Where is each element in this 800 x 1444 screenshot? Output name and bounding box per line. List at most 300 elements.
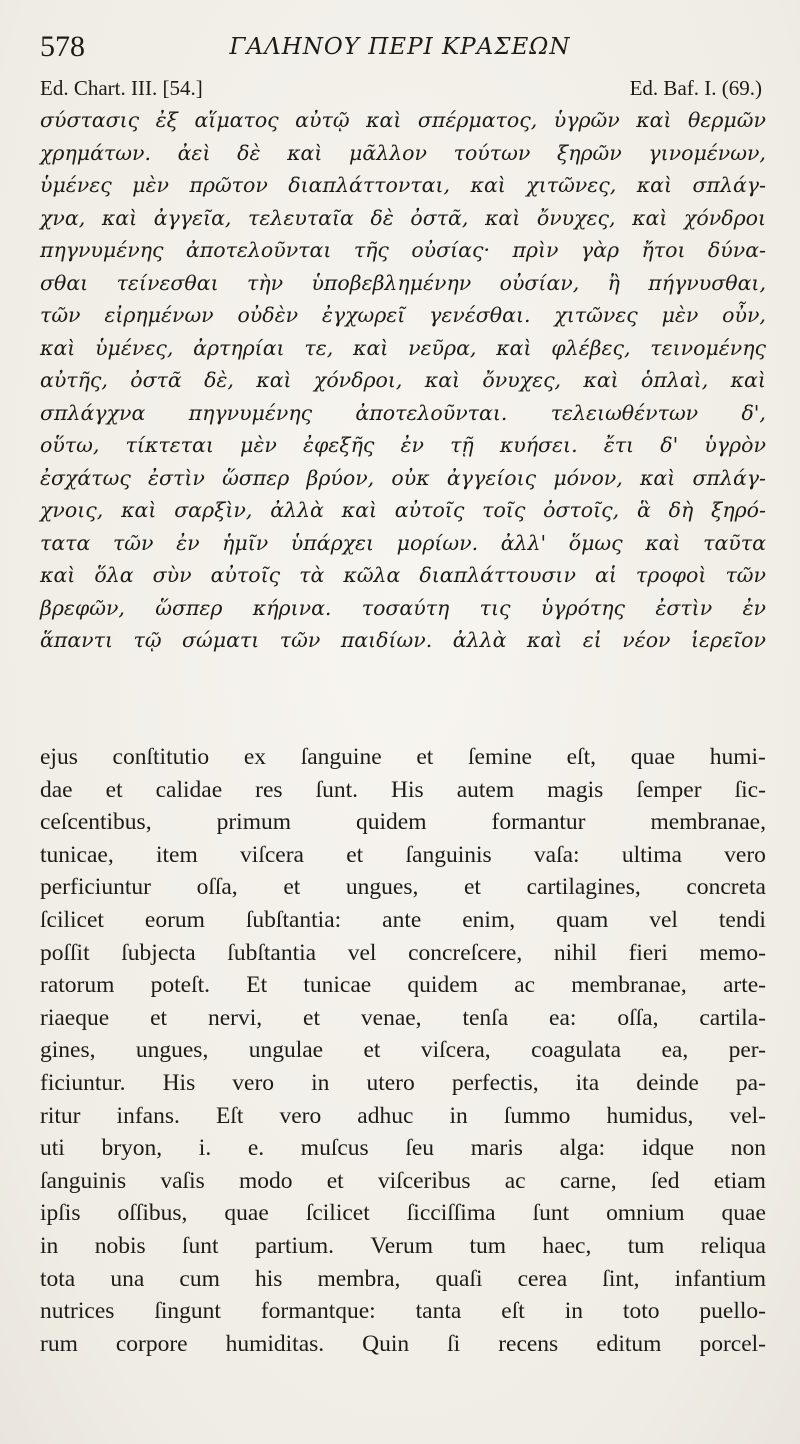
word: δὴ — [668, 498, 694, 522]
word: his — [254, 1265, 283, 1292]
word: ſummo — [503, 1102, 571, 1129]
word: primum — [216, 809, 292, 836]
word: εἰρημένων — [104, 303, 214, 327]
word: ἤτοι — [641, 238, 686, 262]
word: ſed — [650, 1167, 680, 1194]
word: ea, — [661, 1037, 689, 1064]
word: item — [156, 841, 198, 868]
word: ἀγγεῖα, — [153, 205, 232, 230]
word: nihil — [553, 939, 597, 966]
word: concreſcere, — [408, 939, 523, 966]
word: ultima — [621, 841, 682, 868]
word: πρὶν — [512, 238, 559, 262]
word: πηγνυμένης — [188, 400, 313, 425]
word: δὲ — [370, 205, 394, 230]
word: ἐστὶν — [148, 465, 205, 490]
word: partium. — [255, 1232, 334, 1259]
word: fieri — [628, 939, 668, 966]
word: et — [303, 1004, 320, 1031]
word: quidem — [407, 972, 478, 999]
greek-text-line — [40, 202, 766, 235]
word: μόνον, — [553, 465, 623, 490]
word: γενέσθαι. — [429, 303, 531, 327]
latin-text-line — [40, 1263, 766, 1296]
word: τῷ — [133, 628, 162, 652]
word: et — [283, 874, 301, 901]
word: muſcus — [300, 1135, 369, 1162]
latin-text-line — [40, 806, 766, 839]
word: καὶ — [353, 335, 389, 360]
word: χιτῶνες — [554, 303, 638, 327]
word: ſi — [447, 1330, 461, 1357]
word: ἐξ — [155, 108, 178, 132]
word: βρύον, — [306, 465, 375, 490]
latin-text-line — [40, 1067, 766, 1100]
word: vero — [232, 1069, 275, 1096]
word: poſſit — [40, 939, 90, 966]
word: ſeu — [405, 1135, 435, 1162]
word: ὑγρὸν — [704, 433, 766, 457]
word: bryon, — [101, 1135, 163, 1162]
word: οὖν, — [722, 303, 766, 327]
word: ἐφεξῆς — [302, 433, 375, 457]
word: arte- — [722, 972, 766, 999]
word: δ', — [741, 400, 766, 425]
word: τις — [479, 595, 511, 620]
word: pa- — [735, 1069, 766, 1096]
word: ὥσπερ — [155, 595, 223, 620]
word: μὲν — [661, 303, 699, 327]
word: ungulae — [248, 1037, 324, 1064]
greek-text-line — [40, 494, 766, 527]
word: et — [416, 744, 434, 770]
word: omnium — [606, 1200, 685, 1227]
latin-text-line — [40, 1295, 766, 1328]
word: in — [40, 1232, 59, 1259]
word: oſſibus, — [117, 1200, 188, 1227]
word: ungues, — [135, 1037, 209, 1064]
word: venae, — [360, 1004, 422, 1031]
word: membranae, — [650, 809, 766, 836]
word: σπλάγ- — [692, 465, 766, 490]
page-header — [40, 28, 760, 68]
word: ἡμῖν — [222, 530, 269, 555]
word: καὶ — [287, 140, 323, 165]
word: quae — [224, 1200, 269, 1227]
latin-text-line — [40, 1197, 766, 1230]
word: tunicae — [303, 972, 372, 999]
word: ἀλλὰ — [270, 498, 324, 522]
word: αὐτοῖς — [394, 498, 465, 522]
word: τῶν — [725, 563, 766, 587]
word: δὲ, — [204, 368, 234, 392]
word: οὐδὲν — [237, 303, 299, 327]
word: τεινομένης — [650, 335, 766, 360]
word: in — [564, 1298, 583, 1325]
word: ἀγγείοις — [446, 465, 537, 490]
word: quam — [556, 906, 609, 933]
edition-references — [40, 76, 762, 106]
word: ὀστοῖς, — [543, 498, 620, 522]
word: χόνδροι, — [313, 368, 403, 392]
word: Et — [246, 972, 268, 999]
word: ἱερεῖον — [691, 628, 766, 652]
word: res — [255, 776, 283, 803]
word: νέον — [622, 628, 671, 652]
word: ὑμένες, — [95, 335, 174, 360]
word: τοῖς — [482, 498, 526, 522]
word: vaſis — [160, 1167, 205, 1194]
word: ſic- — [734, 776, 766, 803]
greek-text-line — [40, 169, 766, 202]
word: ὑγρότης — [540, 595, 626, 620]
word: i. — [198, 1135, 212, 1162]
word: humiditas. — [225, 1330, 325, 1357]
word: οὐκ — [391, 465, 430, 490]
word: tendi — [718, 906, 766, 933]
word: ὄνυχες, — [536, 205, 616, 230]
word: eſt, — [566, 744, 596, 770]
word: ac — [514, 972, 536, 999]
word: ſubſtantia: — [245, 906, 342, 933]
word: καὶ — [636, 108, 672, 132]
word: haec, — [542, 1232, 592, 1259]
word: Verum — [370, 1232, 434, 1259]
word: infantium — [674, 1265, 766, 1292]
word: ὑμένες — [40, 173, 112, 197]
word: τῶν — [112, 530, 154, 555]
word: humidus, — [606, 1102, 694, 1129]
word: ἀποτελοῦνται — [185, 238, 332, 262]
latin-text-line — [40, 1328, 766, 1361]
greek-text-line — [40, 397, 766, 430]
greek-text-line — [40, 592, 766, 625]
word: δὲ — [237, 140, 261, 165]
latin-text-line — [40, 1132, 766, 1165]
word: σπέρματος, — [417, 108, 538, 132]
greek-text-line — [40, 299, 766, 332]
word: quae — [721, 1200, 766, 1227]
word: adhuc — [357, 1102, 414, 1129]
word: et — [150, 1004, 168, 1031]
word: coagulata — [531, 1037, 622, 1064]
word: puello- — [699, 1298, 766, 1325]
word: τούτων — [453, 140, 531, 165]
word: καὶ — [256, 368, 292, 392]
word: τίκτεται — [125, 433, 214, 457]
word: καὶ — [40, 563, 76, 587]
word: ταῦτα — [703, 530, 766, 555]
word: perfectis, — [451, 1069, 539, 1096]
word: tunicae, — [40, 841, 114, 868]
word: maris — [470, 1135, 523, 1162]
word: κυήσει. — [499, 433, 578, 457]
word: ſanguinis — [405, 841, 492, 868]
word: cartila- — [699, 1004, 766, 1031]
word: τῶν — [279, 628, 321, 652]
running-title: ΓΑΛΗΝΟΥ ΠΕΡΙ ΚΡΑΣΕΩΝ — [229, 34, 571, 60]
word: ceſcentibus, — [40, 809, 152, 836]
word: χιτῶνες, — [526, 173, 617, 197]
word: utero — [366, 1069, 415, 1096]
word: ὀστᾶ — [130, 368, 182, 392]
word: πρῶτον — [189, 173, 268, 197]
word: οὕτω, — [40, 433, 100, 457]
word: His — [162, 1069, 196, 1096]
word: καὶ — [636, 173, 673, 197]
word: tanta — [415, 1298, 462, 1325]
word: σπλάγ- — [692, 173, 766, 197]
greek-text-line — [40, 624, 766, 657]
word: Quin — [362, 1330, 410, 1357]
word: ſanguine — [300, 744, 382, 770]
word: viſcera — [240, 841, 304, 868]
word: oſſa, — [196, 874, 238, 901]
word: τοσαύτη — [361, 595, 450, 620]
word: perficiuntur — [40, 874, 151, 901]
word: τὴν — [247, 270, 284, 295]
greek-text-block — [40, 104, 766, 657]
word: formantque: — [260, 1298, 376, 1325]
word: χρημάτων. — [40, 140, 151, 165]
word: ἐστὶν — [655, 595, 713, 620]
word: idque — [641, 1135, 695, 1162]
word: κῶλα — [343, 563, 401, 587]
word: καὶ — [639, 465, 676, 490]
latin-text-line — [40, 1034, 766, 1067]
word: ὑποβεβλημένην — [311, 270, 472, 295]
word: vel — [649, 906, 678, 933]
word: οὐσίας· — [411, 238, 491, 262]
word: vaſa: — [533, 841, 580, 868]
word: eorum — [144, 906, 205, 933]
word: ἀποτελοῦνται. — [355, 400, 508, 425]
word: καὶ — [366, 108, 402, 132]
word: ἃ — [636, 498, 651, 522]
word: nobis — [94, 1232, 146, 1259]
word: ſunt. — [315, 776, 359, 803]
word: uti — [40, 1135, 65, 1162]
word: vero — [279, 1102, 322, 1129]
word: ἐν — [742, 595, 766, 620]
word: riaeque — [40, 1004, 110, 1031]
word: καὶ — [121, 498, 157, 522]
word: ὑπάρχει — [290, 530, 375, 555]
word: μορίων. — [396, 530, 479, 555]
word: editum — [596, 1330, 662, 1357]
word: et — [363, 1037, 381, 1064]
word: φλέβες, — [551, 335, 631, 360]
word: ſingunt — [154, 1298, 221, 1325]
latin-text-line — [40, 871, 766, 904]
word: ſemine — [467, 744, 532, 770]
latin-text-line — [40, 839, 766, 872]
word: καὶ — [424, 368, 461, 392]
word: in — [311, 1069, 330, 1096]
word: ὥσπερ — [222, 465, 290, 490]
word: καὶ — [484, 205, 521, 230]
word: θερμῶν — [688, 108, 766, 132]
latin-text-line — [40, 1002, 766, 1035]
word: ξηρῶν — [556, 140, 622, 165]
word: ἐγχωρεῖ — [321, 303, 406, 327]
word: vel- — [729, 1102, 766, 1129]
word: ἐν — [400, 433, 424, 457]
word: et — [463, 874, 481, 901]
word: poteſt. — [150, 972, 211, 999]
word: memo- — [699, 939, 766, 966]
word: ὑγρῶν — [553, 108, 620, 132]
word: καὶ — [583, 368, 619, 392]
word: tum — [469, 1232, 506, 1259]
word: humi- — [709, 744, 766, 770]
word: per- — [728, 1037, 766, 1064]
word: σθαι — [40, 270, 89, 295]
word: τατα — [40, 530, 91, 555]
word: εἰ — [582, 628, 602, 652]
word: ritur — [40, 1102, 81, 1129]
word: tenſa — [462, 1004, 509, 1031]
word: concreta — [686, 874, 766, 901]
word: σαρξὶν, — [174, 498, 253, 522]
word: ἀλλ' — [500, 530, 547, 555]
word: ea: — [549, 1004, 577, 1031]
word: oſſa, — [617, 1004, 659, 1031]
word: αἵματος — [194, 108, 279, 132]
greek-text-line — [40, 462, 766, 495]
word: ξηρό- — [711, 498, 766, 522]
word: τὰ — [299, 563, 325, 587]
word: quae — [630, 744, 676, 770]
page-number: 578 — [40, 30, 85, 63]
word: μὲν — [132, 173, 169, 197]
word: τε, — [304, 335, 334, 360]
word: conſtitutio — [112, 744, 210, 770]
word: καὶ — [730, 368, 766, 392]
word: toto — [622, 1298, 660, 1325]
word: διαπλάττονται, — [288, 173, 451, 197]
word: vel — [347, 939, 377, 966]
word: διαπλάττουσιν — [419, 563, 576, 587]
word: ἀρτηρίαι — [193, 335, 285, 360]
word: ficiuntur. — [40, 1069, 126, 1096]
word: ungues, — [345, 874, 419, 901]
word: magis — [547, 776, 604, 803]
greek-text-line — [40, 104, 766, 137]
word: νεῦρα, — [408, 335, 477, 360]
word: e. — [247, 1135, 265, 1162]
word: enim, — [462, 906, 516, 933]
edition-reference-left: Ed. Chart. III. [54.] — [40, 76, 203, 100]
word: οὐσίαν, — [499, 270, 580, 295]
greek-text-line — [40, 559, 766, 592]
word: ὀστᾶ, — [410, 205, 469, 230]
latin-text-line — [40, 1165, 766, 1198]
word: αὐτῷ — [295, 108, 350, 132]
word: χόνδροι — [684, 205, 766, 230]
word: gines, — [40, 1037, 96, 1064]
word: ἅπαντι — [40, 628, 114, 652]
word: calidae — [155, 776, 223, 803]
word: γὰρ — [580, 238, 620, 262]
word: χνοις, — [40, 498, 104, 522]
word: ipſis — [40, 1200, 81, 1227]
greek-text-line — [40, 527, 766, 560]
word: ἐσχάτως — [40, 465, 131, 490]
word: καὶ — [526, 628, 563, 652]
word: porcel- — [699, 1330, 766, 1357]
word: τῆς — [353, 238, 389, 262]
word: ſanguinis — [40, 1167, 127, 1194]
word: αἱ — [594, 563, 617, 587]
word: formantur — [491, 809, 586, 836]
word: τελευταῖα — [248, 205, 354, 230]
word: alga: — [559, 1135, 606, 1162]
word: corpore — [115, 1330, 188, 1357]
word: nervi, — [207, 1004, 263, 1031]
greek-text-line — [40, 364, 766, 397]
word: nutrices — [40, 1298, 115, 1325]
word: καὶ — [645, 530, 681, 555]
word: ſubjecta — [121, 939, 196, 966]
word: cereа — [517, 1265, 568, 1292]
word: καὶ — [341, 498, 377, 522]
word: μὲν — [240, 433, 277, 457]
word: ὁπλαὶ, — [641, 368, 709, 392]
word: βρεφῶν, — [40, 595, 125, 620]
greek-text-line — [40, 267, 766, 300]
latin-text-line — [40, 937, 766, 970]
word: recens — [498, 1330, 559, 1357]
word: πήγνυσθαι, — [648, 270, 766, 295]
word: una — [110, 1265, 145, 1292]
word: ὅλα — [94, 563, 134, 587]
word: rum — [40, 1330, 78, 1357]
word: vero — [724, 841, 766, 868]
word: His — [391, 776, 424, 803]
word: deinde — [636, 1069, 699, 1096]
word: ejus — [40, 744, 78, 770]
word: ex — [243, 744, 267, 770]
word: ſemper — [636, 776, 702, 803]
word: σύστασις — [40, 108, 140, 132]
word: ἀλλὰ — [452, 628, 507, 652]
word: παιδίων. — [340, 628, 433, 652]
word: ratorum — [40, 972, 115, 999]
word: καὶ — [632, 205, 668, 230]
word: viſcera, — [420, 1037, 491, 1064]
latin-text-line — [40, 969, 766, 1002]
latin-text-line — [40, 741, 766, 774]
word: cum — [179, 1265, 220, 1292]
word: καὶ — [101, 205, 138, 230]
word: ac — [504, 1167, 526, 1194]
word: et — [346, 841, 364, 868]
word: quaſi — [435, 1265, 483, 1292]
latin-text-line — [40, 904, 766, 937]
word: χνα, — [40, 205, 86, 230]
word: infans. — [116, 1102, 180, 1129]
word: καὶ — [496, 335, 532, 360]
word: σπλάγχνα — [40, 400, 146, 425]
word: κήρινα. — [252, 595, 332, 620]
word: membranae, — [571, 972, 687, 999]
word: membra, — [317, 1265, 401, 1292]
word: τείνεσθαι — [116, 270, 219, 295]
word: ſicciſſima — [406, 1200, 496, 1227]
word: ἐν — [176, 530, 200, 555]
word: reliqua — [700, 1232, 766, 1259]
